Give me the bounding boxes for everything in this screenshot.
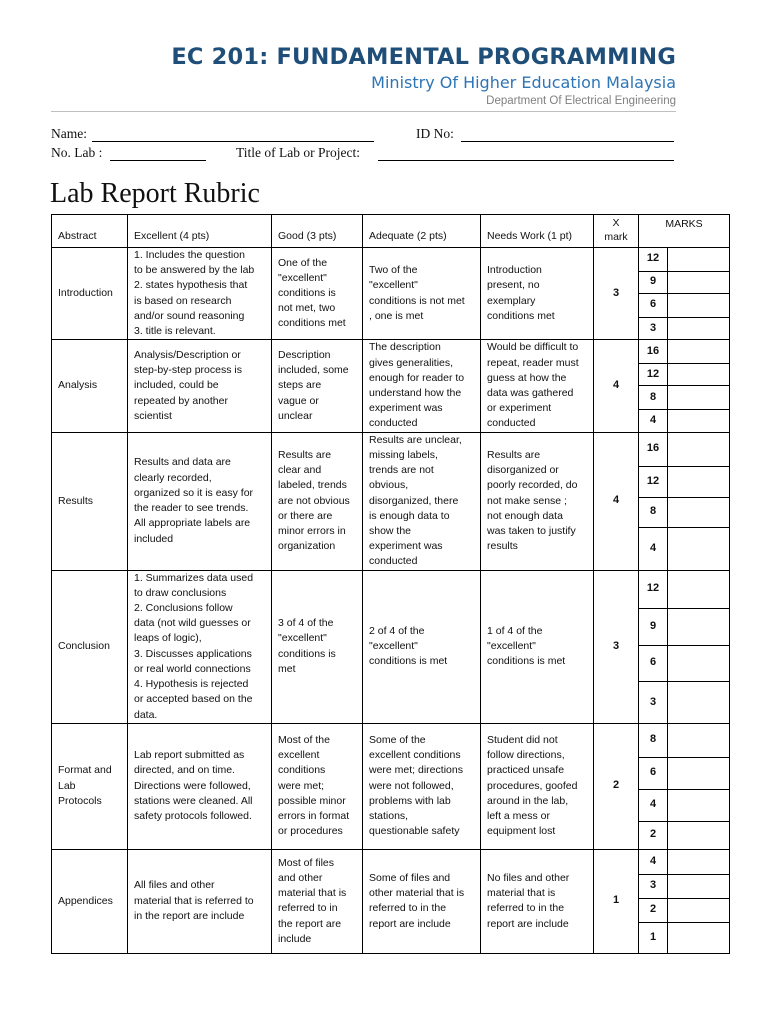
adequate-header: Adequate (2 pts) xyxy=(363,215,481,248)
marks-entry-cell[interactable] xyxy=(668,609,730,646)
x-mark-cell: 4 xyxy=(594,432,639,570)
marks-entry-cell[interactable] xyxy=(668,874,730,898)
criteria-cell: Conclusion xyxy=(52,570,128,723)
score-option: 2 xyxy=(639,898,668,922)
lab-no-field[interactable] xyxy=(110,160,206,161)
adequate-cell: 2 of 4 of the "excellent" conditions is met xyxy=(363,570,481,723)
marks-entry-cell[interactable] xyxy=(668,821,730,849)
rubric-row xyxy=(52,432,730,466)
marks-entry-cell[interactable] xyxy=(668,467,730,497)
criteria-header: Abstract xyxy=(52,215,128,248)
score-option: 8 xyxy=(639,723,668,757)
name-field[interactable] xyxy=(92,141,374,142)
marks-entry-cell[interactable] xyxy=(668,386,730,410)
adequate-cell: Two of the "excellent" conditions is not met , one is met xyxy=(363,248,481,340)
needs-work-cell: Results are disorganized or poorly recorded, do not make sense ; not enough data was taken to justify results xyxy=(481,432,594,570)
criteria-cell: Introduction xyxy=(52,248,128,340)
x-mark-cell: 3 xyxy=(594,248,639,340)
marks-entry-cell[interactable] xyxy=(668,294,730,318)
adequate-cell: Some of files and other material that is referred to in the report are include xyxy=(363,849,481,953)
criteria-cell: Analysis xyxy=(52,340,128,432)
score-option: 3 xyxy=(639,874,668,898)
x-mark-cell: 2 xyxy=(594,723,639,849)
score-option: 6 xyxy=(639,645,668,682)
score-option: 6 xyxy=(639,294,668,318)
ministry-subtitle: Ministry Of Higher Education Malaysia xyxy=(371,73,676,92)
id-field[interactable] xyxy=(461,141,674,142)
score-option: 4 xyxy=(639,527,668,570)
lab-title-label: Title of Lab or Project: xyxy=(236,145,360,160)
rubric-row xyxy=(52,849,730,874)
marks-entry-cell[interactable] xyxy=(668,922,730,953)
marks-entry-cell[interactable] xyxy=(668,410,730,433)
good-header: Good (3 pts) xyxy=(272,215,363,248)
x-mark-cell: 4 xyxy=(594,340,639,432)
good-cell: Most of the excellent conditions were met; possible minor errors in format or procedures xyxy=(272,723,363,849)
needs-work-cell: Introduction present, no exemplary conditions met xyxy=(481,248,594,340)
score-option: 16 xyxy=(639,432,668,466)
score-option: 12 xyxy=(639,467,668,497)
score-option: 2 xyxy=(639,821,668,849)
marks-header: MARKS xyxy=(639,215,730,248)
score-option: 6 xyxy=(639,757,668,789)
department-name: Department Of Electrical Engineering xyxy=(486,95,676,107)
excellent-header: Excellent (4 pts) xyxy=(128,215,272,248)
rubric-title: Lab Report Rubric xyxy=(50,178,260,209)
marks-entry-cell[interactable] xyxy=(668,497,730,527)
marks-entry-cell[interactable] xyxy=(668,898,730,922)
marks-entry-cell[interactable] xyxy=(668,432,730,466)
needs-work-header: Needs Work (1 pt) xyxy=(481,215,594,248)
good-cell: Most of files and other material that is referred to in the report are include xyxy=(272,849,363,953)
score-option: 9 xyxy=(639,271,668,294)
good-cell: Results are clear and labeled, trends are not obvious or there are minor errors in organization xyxy=(272,432,363,570)
marks-entry-cell[interactable] xyxy=(668,849,730,874)
x-mark-cell: 1 xyxy=(594,849,639,953)
rubric-row xyxy=(52,723,730,757)
score-option: 12 xyxy=(639,248,668,272)
good-cell: One of the "excellent" conditions is not met, two conditions met xyxy=(272,248,363,340)
rubric-row xyxy=(52,248,730,272)
excellent-cell: 1. Summarizes data used to draw conclusions 2. Conclusions follow data (not wild guesses or leaps of logic), 3. Discusses applications or real world connections 4. Hypothesis is rejected or accepted based on the data. xyxy=(128,570,272,723)
criteria-cell: Appendices xyxy=(52,849,128,953)
score-option: 3 xyxy=(639,317,668,340)
score-option: 8 xyxy=(639,386,668,410)
excellent-cell: Lab report submitted as directed, and on time. Directions were followed, stations were cleaned. All safety protocols followed. xyxy=(128,723,272,849)
lab-title-field[interactable] xyxy=(378,160,674,161)
rubric-row xyxy=(52,340,730,364)
adequate-cell: Results are unclear, missing labels, trends are not obvious, disorganized, there is enough data to show the experiment was conducted xyxy=(363,432,481,570)
good-cell: Description included, some steps are vague or unclear xyxy=(272,340,363,432)
score-option: 12 xyxy=(639,363,668,386)
rubric-table xyxy=(51,214,730,954)
adequate-cell: Some of the excellent conditions were met; directions were not followed, problems with lab stations, questionable safety xyxy=(363,723,481,849)
score-option: 16 xyxy=(639,340,668,364)
score-option: 8 xyxy=(639,497,668,527)
needs-work-cell: Would be difficult to repeat, reader must guess at how the data was gathered or experiment conducted xyxy=(481,340,594,432)
marks-entry-cell[interactable] xyxy=(668,527,730,570)
marks-entry-cell[interactable] xyxy=(668,757,730,789)
good-cell: 3 of 4 of the "excellent" conditions is met xyxy=(272,570,363,723)
score-option: 9 xyxy=(639,609,668,646)
marks-entry-cell[interactable] xyxy=(668,682,730,724)
needs-work-cell: Student did not follow directions, practiced unsafe procedures, goofed around in the lab, left a mess or equipment lost xyxy=(481,723,594,849)
marks-entry-cell[interactable] xyxy=(668,271,730,294)
score-option: 1 xyxy=(639,922,668,953)
id-label: ID No: xyxy=(416,126,454,141)
marks-entry-cell[interactable] xyxy=(668,570,730,609)
needs-work-cell: No files and other material that is referred to in the report are include xyxy=(481,849,594,953)
course-title: EC 201: FUNDAMENTAL PROGRAMMING xyxy=(171,44,676,70)
score-option: 3 xyxy=(639,682,668,724)
name-label: Name: xyxy=(51,126,87,141)
marks-entry-cell[interactable] xyxy=(668,317,730,340)
needs-work-cell: 1 of 4 of the "excellent" conditions is met xyxy=(481,570,594,723)
header-row xyxy=(52,215,730,248)
score-option: 4 xyxy=(639,410,668,433)
excellent-cell: 1. Includes the question to be answered by the lab 2. states hypothesis that is based on research and/or sound reasoning 3. title is relevant. xyxy=(128,248,272,340)
excellent-cell: Results and data are clearly recorded, organized so it is easy for the reader to see trends. All appropriate labels are included xyxy=(128,432,272,570)
criteria-cell: Results xyxy=(52,432,128,570)
excellent-cell: All files and other material that is referred to in the report are include xyxy=(128,849,272,953)
score-option: 12 xyxy=(639,570,668,609)
score-option: 4 xyxy=(639,849,668,874)
marks-entry-cell[interactable] xyxy=(668,248,730,272)
header-divider xyxy=(51,111,676,112)
x-mark-header: X mark xyxy=(594,215,639,248)
x-mark-cell: 3 xyxy=(594,570,639,723)
marks-entry-cell[interactable] xyxy=(668,340,730,364)
score-option: 4 xyxy=(639,789,668,821)
criteria-cell: Format and Lab Protocols xyxy=(52,723,128,849)
lab-no-label: No. Lab : xyxy=(51,145,103,160)
marks-entry-cell[interactable] xyxy=(668,789,730,821)
marks-entry-cell[interactable] xyxy=(668,645,730,682)
excellent-cell: Analysis/Description or step-by-step process is included, could be repeated by another scientist xyxy=(128,340,272,432)
marks-entry-cell[interactable] xyxy=(668,363,730,386)
adequate-cell: The description gives generalities, enough for reader to understand how the experiment was conducted xyxy=(363,340,481,432)
marks-entry-cell[interactable] xyxy=(668,723,730,757)
rubric-row xyxy=(52,570,730,609)
